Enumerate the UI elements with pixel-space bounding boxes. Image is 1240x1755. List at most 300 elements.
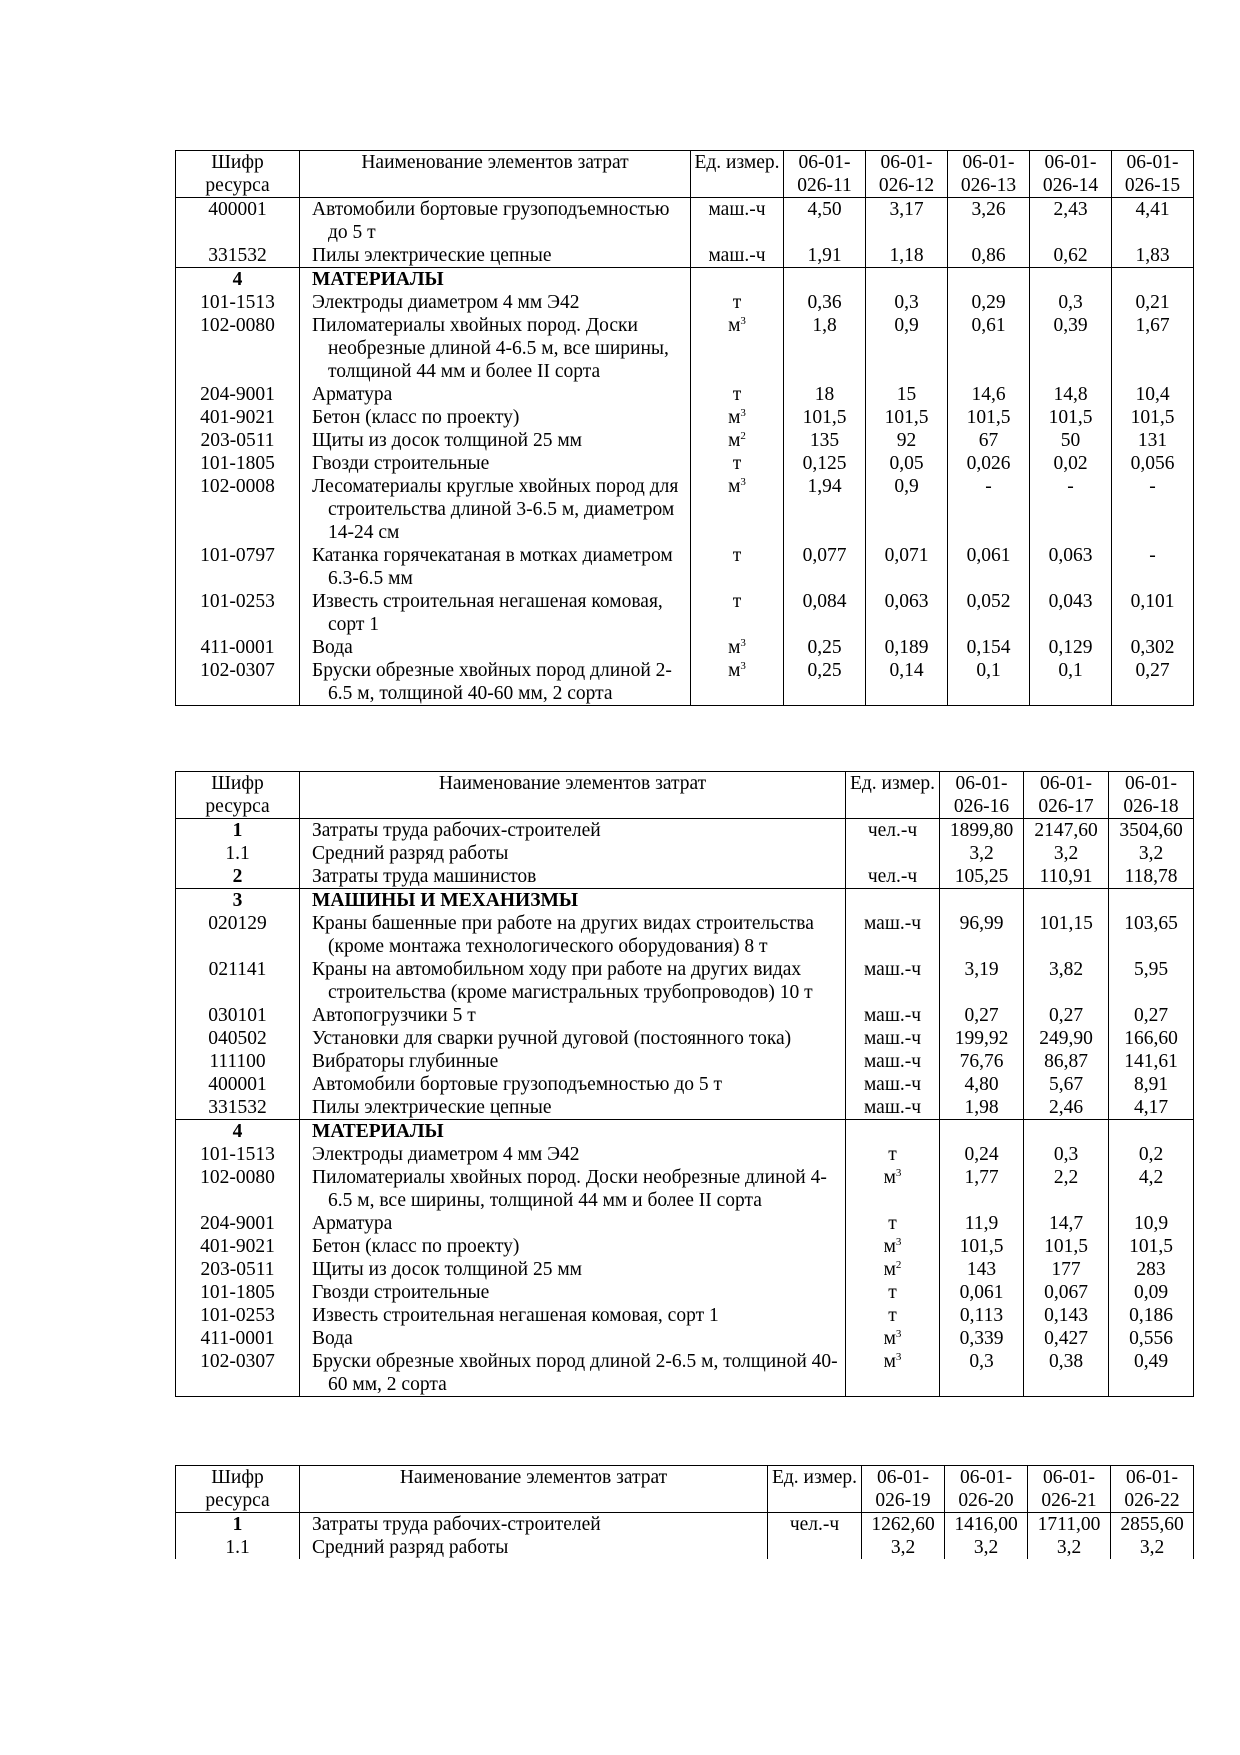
table-row [176, 842, 1194, 865]
resource-code: 331532 [176, 244, 300, 268]
unit: т [732, 545, 742, 566]
value-cell: 0,084 [784, 590, 866, 636]
resource-code: 203-0511 [176, 1258, 300, 1281]
section-row [176, 268, 1194, 292]
unit-cell [846, 1327, 940, 1350]
resource-name: Бетон (класс по проекту) [312, 407, 520, 428]
unit-cell [691, 383, 784, 406]
value-cell: 0,101 [1112, 590, 1194, 636]
unit: маш.-ч [708, 245, 766, 266]
resource-code: 101-1805 [176, 1281, 300, 1304]
resource-name: Вода [312, 1328, 353, 1349]
value-cell [1030, 268, 1112, 292]
unit: т [888, 1282, 897, 1303]
unit: м [728, 407, 741, 428]
value-cell: 0,302 [1112, 636, 1194, 659]
resource-code: 102-0008 [176, 475, 300, 544]
value-cell: 1,83 [1112, 244, 1194, 268]
value-cell: 0,1 [948, 659, 1030, 706]
unit: м [883, 1167, 896, 1188]
value-cell: 4,50 [784, 198, 866, 245]
resource-name-cell [300, 659, 691, 706]
value-cell: 15 [866, 383, 948, 406]
table-row [176, 1073, 1194, 1096]
resource-table-1 [175, 150, 1194, 706]
value-cell: 0,071 [866, 544, 948, 590]
header-col: 06-01-026-19 [862, 1466, 945, 1513]
value-cell: 0,186 [1109, 1304, 1194, 1327]
resource-name: МАТЕРИАЛЫ [312, 1121, 444, 1142]
header-col: 06-01-026-18 [1109, 772, 1194, 819]
unit-cell [691, 244, 784, 268]
table-row [176, 1212, 1194, 1235]
resource-code: 021141 [176, 958, 300, 1004]
resource-code: 1.1 [176, 842, 300, 865]
resource-code: 102-0307 [176, 659, 300, 706]
table-row [176, 1235, 1194, 1258]
value-cell: 4,17 [1109, 1096, 1194, 1120]
resource-name-cell [300, 429, 691, 452]
resource-code: 101-1513 [176, 291, 300, 314]
resource-name: Известь строительная негашеная комовая, сорт 1 [312, 1305, 719, 1326]
value-cell: 131 [1112, 429, 1194, 452]
header-unit: Ед. измер. [846, 772, 940, 819]
resource-name-cell [300, 912, 846, 958]
value-cell: 1711,00 [1028, 1513, 1111, 1537]
resource-code: 101-0253 [176, 590, 300, 636]
unit-cell [691, 429, 784, 452]
value-cell: 10,9 [1109, 1212, 1194, 1235]
value-cell: 0,026 [948, 452, 1030, 475]
value-cell: 1,67 [1112, 314, 1194, 383]
value-cell: 3,19 [940, 958, 1024, 1004]
resource-name-cell [300, 1096, 846, 1120]
unit: т [732, 384, 742, 405]
table-row [176, 1166, 1194, 1212]
unit-cell [846, 1027, 940, 1050]
table-row [176, 819, 1194, 843]
table-row [176, 544, 1194, 590]
header-col: 06-01-026-13 [948, 151, 1030, 198]
table-row [176, 475, 1194, 544]
resource-code: 401-9021 [176, 1235, 300, 1258]
resource-code: 1.1 [176, 1536, 300, 1559]
table-row [176, 1096, 1194, 1120]
header-col: 06-01-026-17 [1024, 772, 1109, 819]
value-cell: 3,2 [862, 1536, 945, 1559]
value-cell: 101,5 [1024, 1235, 1109, 1258]
value-cell: 3,2 [1028, 1536, 1111, 1559]
resource-name-cell [300, 819, 846, 843]
unit-cell [846, 865, 940, 889]
resource-name-cell [300, 1304, 846, 1327]
resource-name: Затраты труда рабочих-строителей [312, 1514, 601, 1535]
resource-name-cell [300, 268, 691, 292]
value-cell: 2,46 [1024, 1096, 1109, 1120]
table-row [176, 383, 1194, 406]
resource-name-cell [300, 958, 846, 1004]
resource-name-cell [300, 1166, 846, 1212]
resource-name-cell [300, 544, 691, 590]
table-row [176, 198, 1194, 245]
value-cell: 0,3 [1030, 291, 1112, 314]
value-cell: 1,77 [940, 1166, 1024, 1212]
unit-cell [846, 1096, 940, 1120]
table-row [176, 452, 1194, 475]
header-col: 06-01-026-11 [784, 151, 866, 198]
value-cell: 96,99 [940, 912, 1024, 958]
resource-name: Щиты из досок толщиной 25 мм [312, 430, 583, 451]
unit: маш.-ч [863, 1028, 922, 1049]
resource-code: 203-0511 [176, 429, 300, 452]
value-cell: 0,14 [866, 659, 948, 706]
resource-name-cell [300, 1143, 846, 1166]
value-cell: 4,80 [940, 1073, 1024, 1096]
value-cell: 0,25 [784, 636, 866, 659]
unit-cell [691, 590, 784, 636]
unit-cell [846, 819, 940, 843]
unit-cell [846, 1166, 940, 1212]
unit: маш.-ч [863, 1051, 922, 1072]
header-code: Шифр ресурса [176, 772, 300, 819]
resource-name: МАТЕРИАЛЫ [312, 269, 444, 290]
resource-name-cell [300, 1536, 768, 1559]
value-cell: 0,86 [948, 244, 1030, 268]
value-cell: 166,60 [1109, 1027, 1194, 1050]
value-cell: 1,94 [784, 475, 866, 544]
header-name: Наименование элементов затрат [300, 772, 846, 819]
table-row [176, 636, 1194, 659]
table-row [176, 958, 1194, 1004]
resource-table-2 [175, 771, 1194, 1397]
unit-cell [768, 1513, 862, 1537]
unit: т [888, 1305, 897, 1326]
value-cell: 135 [784, 429, 866, 452]
value-cell [940, 1120, 1024, 1144]
header-unit: Ед. измер. [768, 1466, 862, 1513]
value-cell: 101,5 [1112, 406, 1194, 429]
unit: м [728, 430, 741, 451]
value-cell: 1,98 [940, 1096, 1024, 1120]
unit: т [888, 1213, 897, 1234]
value-cell: 110,91 [1024, 865, 1109, 889]
unit: м [728, 315, 741, 336]
value-cell: 3,2 [940, 842, 1024, 865]
value-cell: 0,62 [1030, 244, 1112, 268]
resource-name: Арматура [312, 1213, 393, 1234]
resource-code: 102-0080 [176, 1166, 300, 1212]
value-cell: 101,5 [1030, 406, 1112, 429]
value-cell: 3,2 [1024, 842, 1109, 865]
table-row [176, 912, 1194, 958]
value-cell: 67 [948, 429, 1030, 452]
value-cell: 1416,00 [945, 1513, 1028, 1537]
resource-name: Гвозди строительные [312, 453, 490, 474]
unit-cell [846, 1143, 940, 1166]
resource-name: Средний разряд работы [312, 1537, 509, 1558]
resource-code: 101-0253 [176, 1304, 300, 1327]
value-cell: 141,61 [1109, 1050, 1194, 1073]
resource-name-cell [300, 244, 691, 268]
resource-name: Средний разряд работы [312, 843, 509, 864]
value-cell: 101,15 [1024, 912, 1109, 958]
value-cell: 0,067 [1024, 1281, 1109, 1304]
unit-exponent: 3 [740, 637, 746, 649]
unit-cell [691, 314, 784, 383]
unit-cell [691, 452, 784, 475]
value-cell: 0,063 [866, 590, 948, 636]
unit: м [883, 1328, 896, 1349]
table-row [176, 1513, 1194, 1537]
value-cell: 0,3 [940, 1350, 1024, 1397]
resource-table-3 [175, 1465, 1194, 1559]
value-cell: 101,5 [784, 406, 866, 429]
unit: т [888, 1144, 897, 1165]
unit-cell [768, 1536, 862, 1559]
resource-code: 101-1805 [176, 452, 300, 475]
resource-name-cell [300, 1050, 846, 1073]
value-cell: 0,3 [1024, 1143, 1109, 1166]
resource-code: 401-9021 [176, 406, 300, 429]
value-cell: 4,41 [1112, 198, 1194, 245]
unit-exponent: 3 [740, 660, 746, 672]
table-header [176, 151, 1194, 198]
resource-name: МАШИНЫ И МЕХАНИЗМЫ [312, 890, 579, 911]
table-row [176, 1258, 1194, 1281]
value-cell: 0,556 [1109, 1327, 1194, 1350]
value-cell: 14,7 [1024, 1212, 1109, 1235]
resource-code: 102-0307 [176, 1350, 300, 1397]
value-cell: 101,5 [1109, 1235, 1194, 1258]
value-cell: 18 [784, 383, 866, 406]
value-cell: 0,49 [1109, 1350, 1194, 1397]
value-cell [784, 268, 866, 292]
value-cell: 0,077 [784, 544, 866, 590]
unit-cell [846, 889, 940, 913]
unit-exponent: 3 [895, 1351, 902, 1363]
unit-cell [691, 406, 784, 429]
value-cell [1024, 889, 1109, 913]
unit: м [728, 476, 741, 497]
value-cell: 76,76 [940, 1050, 1024, 1073]
section-row [176, 1120, 1194, 1144]
table-row [176, 1281, 1194, 1304]
value-cell: 105,25 [940, 865, 1024, 889]
resource-name: Лесоматериалы круглые хвойных пород для строительства длиной 3-6.5 м, диаметром 14-24 см [312, 476, 679, 543]
unit: чел.-ч [867, 820, 918, 841]
value-cell: 0,09 [1109, 1281, 1194, 1304]
section-row [176, 889, 1194, 913]
unit-cell [846, 1004, 940, 1027]
resource-name-cell [300, 452, 691, 475]
header-col: 06-01-026-12 [866, 151, 948, 198]
unit-cell [846, 842, 940, 865]
resource-code: 2 [176, 865, 300, 889]
unit-cell [691, 659, 784, 706]
value-cell: 0,061 [940, 1281, 1024, 1304]
header-col: 06-01-026-16 [940, 772, 1024, 819]
table-row [176, 1327, 1194, 1350]
resource-name-cell [300, 1120, 846, 1144]
resource-name: Автомобили бортовые грузоподъемностью до 5 т [312, 199, 670, 243]
table-row [176, 314, 1194, 383]
resource-code: 030101 [176, 1004, 300, 1027]
resource-name: Затраты труда машинистов [312, 866, 537, 887]
table-row [176, 1143, 1194, 1166]
value-cell [940, 889, 1024, 913]
value-cell: 0,9 [866, 314, 948, 383]
value-cell: 0,39 [1030, 314, 1112, 383]
resource-code: 331532 [176, 1096, 300, 1120]
table-row [176, 244, 1194, 268]
value-cell: 11,9 [940, 1212, 1024, 1235]
table-row [176, 1536, 1194, 1559]
header-name: Наименование элементов затрат [300, 151, 691, 198]
value-cell: 283 [1109, 1258, 1194, 1281]
value-cell: 0,27 [940, 1004, 1024, 1027]
value-cell: 0,05 [866, 452, 948, 475]
value-cell: 10,4 [1112, 383, 1194, 406]
unit-cell [691, 544, 784, 590]
table-row [176, 1027, 1194, 1050]
header-code: Шифр ресурса [176, 151, 300, 198]
table-row [176, 659, 1194, 706]
unit: м [883, 1259, 896, 1280]
resource-code: 204-9001 [176, 383, 300, 406]
resource-name: Автопогрузчики 5 т [312, 1005, 476, 1026]
value-cell: 0,189 [866, 636, 948, 659]
resource-name-cell [300, 1281, 846, 1304]
value-cell: 0,27 [1024, 1004, 1109, 1027]
value-cell: 50 [1030, 429, 1112, 452]
resource-code: 411-0001 [176, 1327, 300, 1350]
resource-code: 1 [176, 1513, 300, 1537]
unit-cell [846, 1212, 940, 1235]
value-cell: 0,061 [948, 544, 1030, 590]
value-cell: 14,6 [948, 383, 1030, 406]
resource-name-cell [300, 1235, 846, 1258]
unit-cell [691, 475, 784, 544]
value-cell [866, 268, 948, 292]
value-cell: 3,82 [1024, 958, 1109, 1004]
table-row [176, 590, 1194, 636]
resource-name-cell [300, 889, 846, 913]
unit-cell [846, 1120, 940, 1144]
table-row [176, 406, 1194, 429]
resource-name-cell [300, 865, 846, 889]
unit-cell [691, 636, 784, 659]
value-cell: 0,3 [866, 291, 948, 314]
value-cell: 0,113 [940, 1304, 1024, 1327]
value-cell: 3,17 [866, 198, 948, 245]
resource-code: 101-0797 [176, 544, 300, 590]
resource-code: 020129 [176, 912, 300, 958]
resource-name: Вибраторы глубинные [312, 1051, 499, 1072]
value-cell: 118,78 [1109, 865, 1194, 889]
unit: маш.-ч [863, 959, 922, 980]
table-row [176, 291, 1194, 314]
value-cell: 1,91 [784, 244, 866, 268]
resource-name: Пилы электрические цепные [312, 245, 552, 266]
value-cell: 92 [866, 429, 948, 452]
resource-code: 4 [176, 1120, 300, 1144]
table-row [176, 1004, 1194, 1027]
value-cell: 101,5 [948, 406, 1030, 429]
value-cell: 0,1 [1030, 659, 1112, 706]
resource-name: Затраты труда рабочих-строителей [312, 820, 601, 841]
resource-name: Установки для сварки ручной дуговой (постоянного тока) [312, 1028, 792, 1049]
value-cell: 0,9 [866, 475, 948, 544]
header-col: 06-01-026-14 [1030, 151, 1112, 198]
unit-exponent: 3 [740, 407, 746, 419]
resource-name: Краны на автомобильном ходу при работе на других видах строительства (кроме магистральных трубопроводов) 10 т [312, 959, 813, 1003]
value-cell: 0,129 [1030, 636, 1112, 659]
unit: т [732, 453, 742, 474]
header-col: 06-01-026-21 [1028, 1466, 1111, 1513]
unit-exponent: 2 [740, 430, 746, 442]
resource-code: 3 [176, 889, 300, 913]
value-cell: 249,90 [1024, 1027, 1109, 1050]
unit: м [883, 1351, 896, 1372]
table-row [176, 429, 1194, 452]
value-cell: 3,2 [1111, 1536, 1194, 1559]
resource-name: Бетон (класс по проекту) [312, 1236, 520, 1257]
resource-name-cell [300, 1212, 846, 1235]
unit: м [728, 660, 741, 681]
table-row [176, 1350, 1194, 1397]
value-cell: 177 [1024, 1258, 1109, 1281]
unit-cell [846, 1304, 940, 1327]
value-cell [1109, 889, 1194, 913]
unit-cell [846, 958, 940, 1004]
value-cell: 0,29 [948, 291, 1030, 314]
value-cell: 5,95 [1109, 958, 1194, 1004]
resource-code: 1 [176, 819, 300, 843]
value-cell [1109, 1120, 1194, 1144]
value-cell: 2,2 [1024, 1166, 1109, 1212]
unit-exponent: 3 [740, 315, 746, 327]
resource-name: Пилы электрические цепные [312, 1097, 552, 1118]
resource-code: 101-1513 [176, 1143, 300, 1166]
value-cell: 0,143 [1024, 1304, 1109, 1327]
resource-name-cell [300, 1327, 846, 1350]
value-cell: 101,5 [866, 406, 948, 429]
value-cell: 2,43 [1030, 198, 1112, 245]
resource-name-cell [300, 314, 691, 383]
unit-cell [846, 1073, 940, 1096]
value-cell: 2855,60 [1111, 1513, 1194, 1537]
resource-name: Пиломатериалы хвойных пород. Доски необрезные длиной 4-6.5 м, все ширины, толщиной 44 мм и более II сорта [312, 1167, 827, 1211]
resource-name-cell [300, 291, 691, 314]
table-row [176, 865, 1194, 889]
unit: т [732, 591, 742, 612]
resource-name: Бруски обрезные хвойных пород длиной 2-6.5 м, толщиной 40-60 мм, 2 сорта [312, 1351, 838, 1395]
value-cell [948, 268, 1030, 292]
resource-name: Гвозди строительные [312, 1282, 490, 1303]
unit-cell [846, 1350, 940, 1397]
value-cell: 3,2 [945, 1536, 1028, 1559]
value-cell: 86,87 [1024, 1050, 1109, 1073]
value-cell: 1899,80 [940, 819, 1024, 843]
resource-name-cell [300, 842, 846, 865]
resource-name: Вода [312, 637, 353, 658]
value-cell: 0,052 [948, 590, 1030, 636]
value-cell: 3504,60 [1109, 819, 1194, 843]
resource-name-cell [300, 1027, 846, 1050]
header-col: 06-01-026-22 [1111, 1466, 1194, 1513]
value-cell: 0,21 [1112, 291, 1194, 314]
header-name: Наименование элементов затрат [300, 1466, 768, 1513]
